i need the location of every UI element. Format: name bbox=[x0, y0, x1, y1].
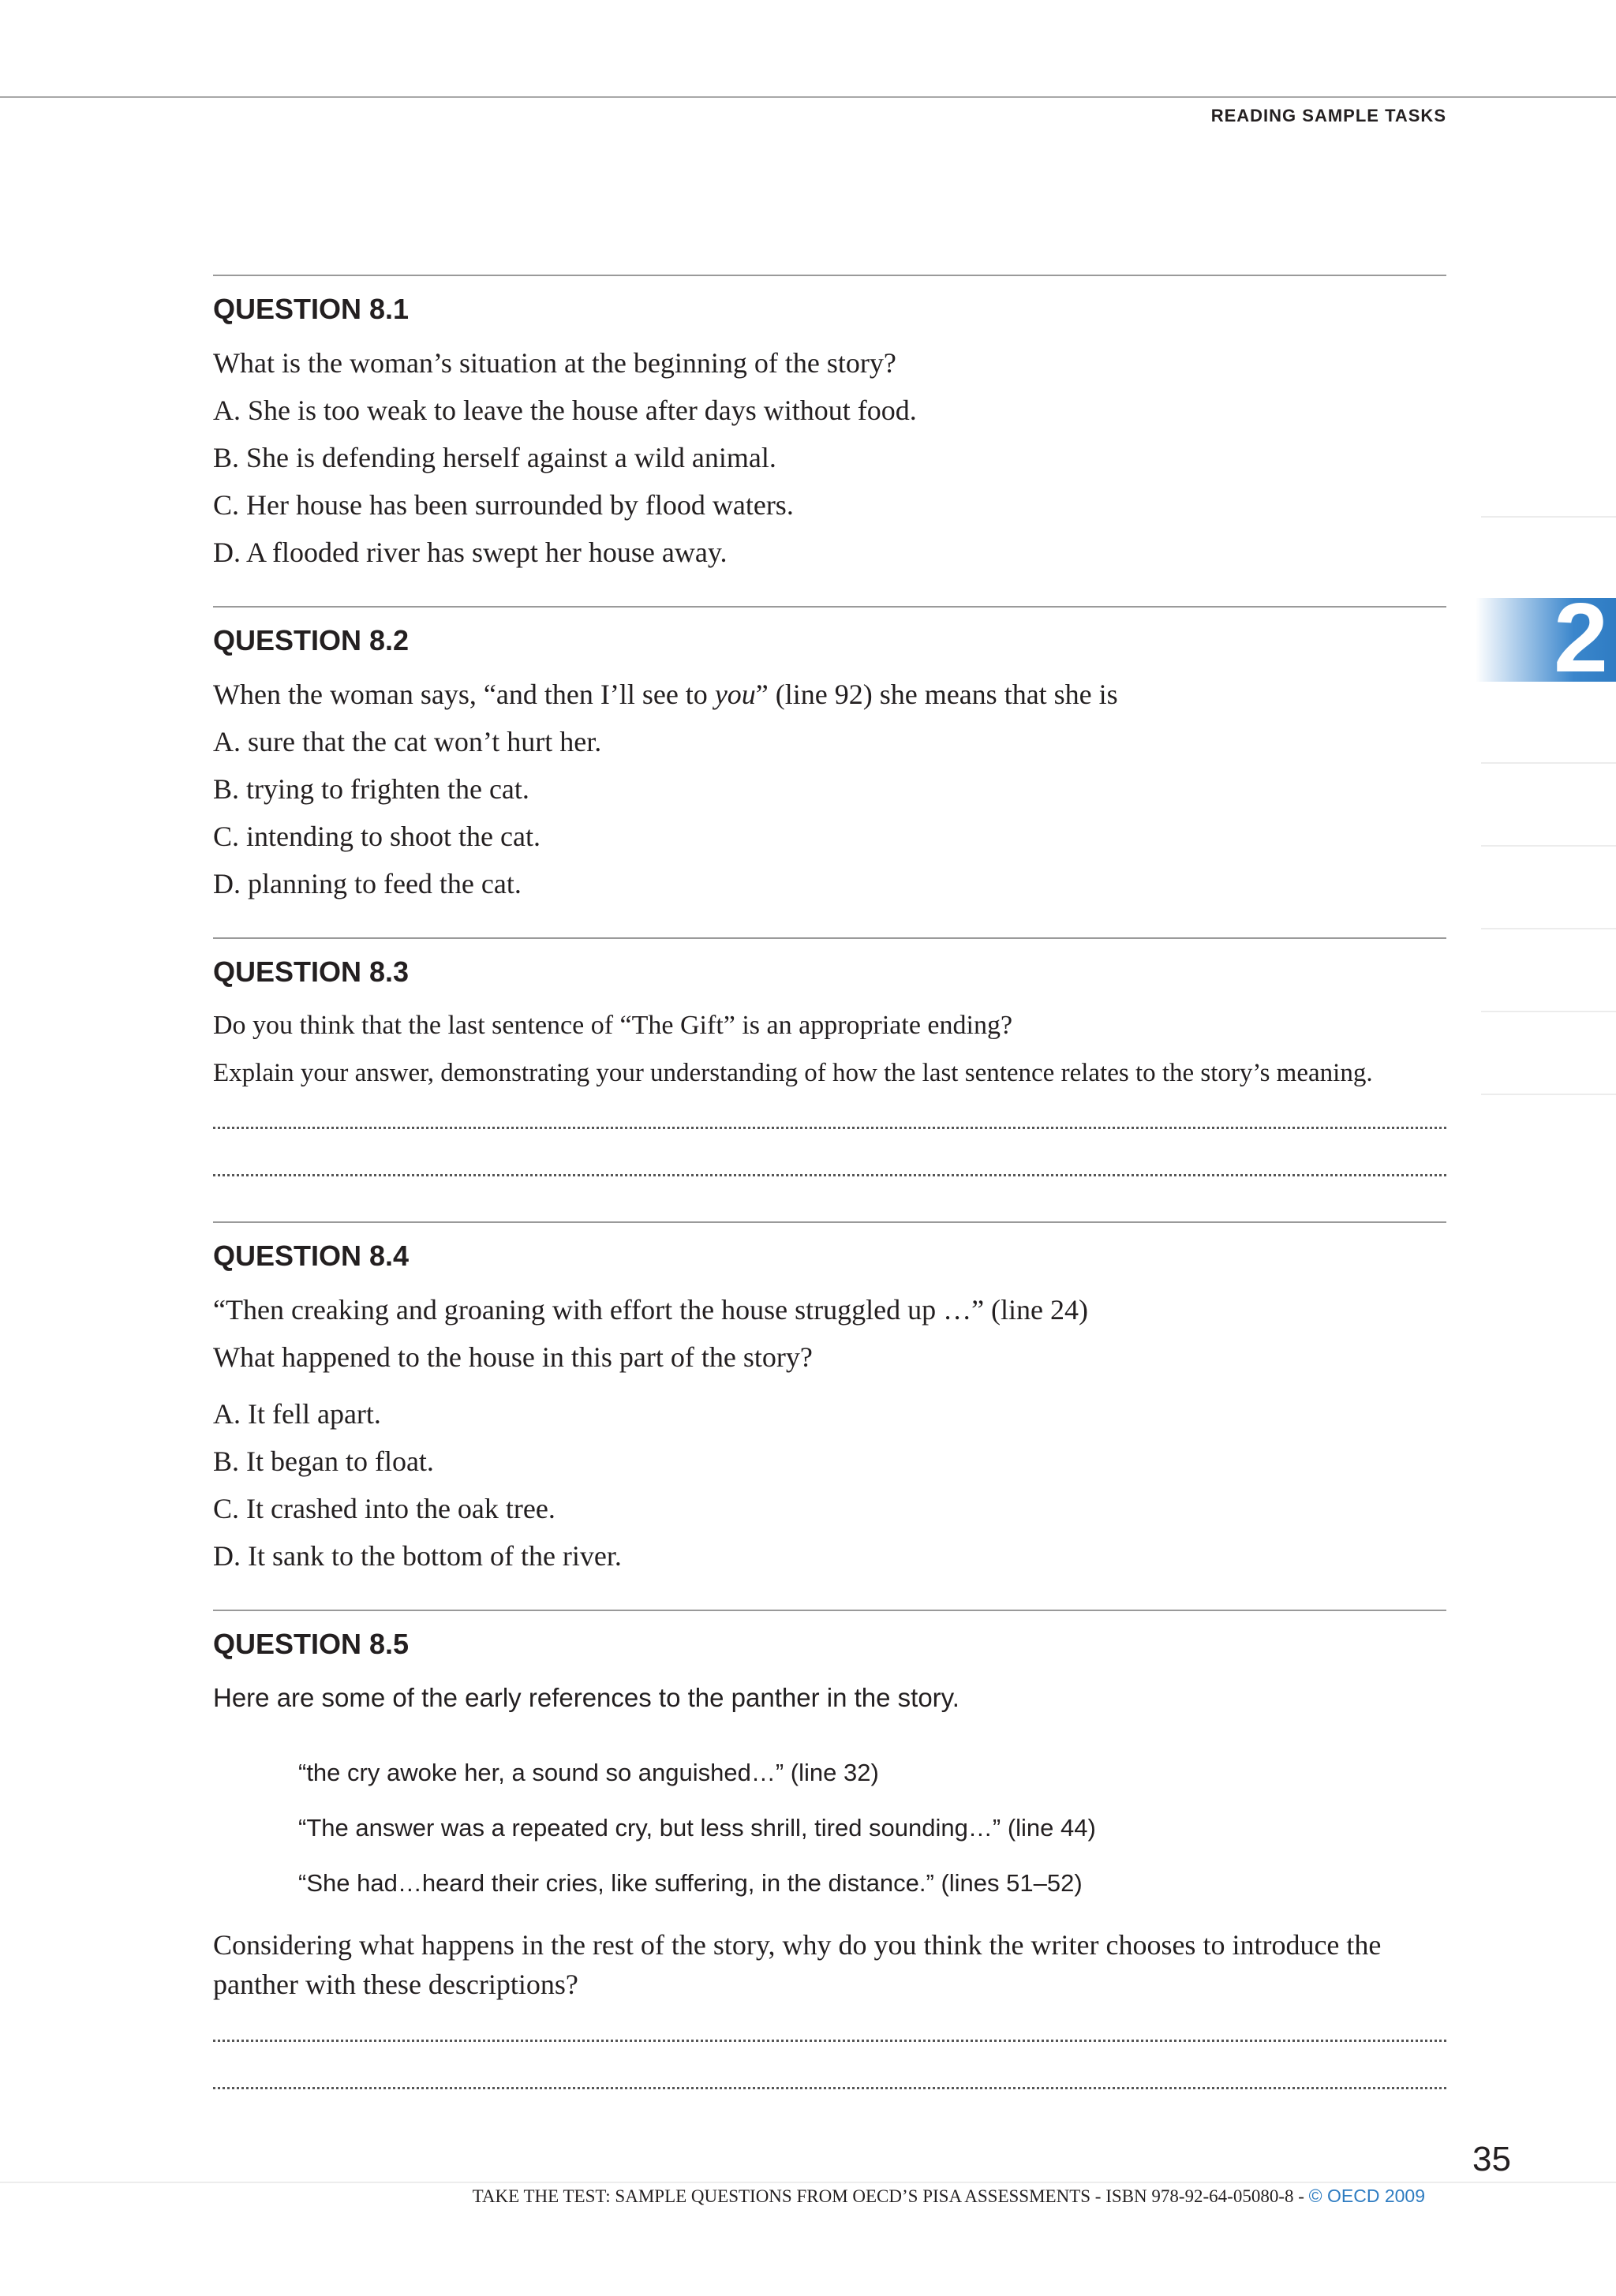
question-8-3 bbox=[213, 937, 1446, 1176]
question-rule bbox=[213, 937, 1446, 939]
question-rule bbox=[213, 275, 1446, 276]
answer-option-c[interactable]: C. intending to shoot the cat. bbox=[213, 821, 541, 852]
answer-line[interactable] bbox=[213, 2087, 1446, 2089]
footer-text: TAKE THE TEST: SAMPLE QUESTIONS FROM OECD’S PISA ASSESSMENTS - ISBN 978-92-64-05080-8 - bbox=[472, 2186, 1309, 2206]
question-stem: Do you think that the last sentence of “The Gift” is an appropriate ending? bbox=[213, 1011, 1013, 1040]
side-line bbox=[1481, 928, 1616, 929]
stem-text: When the woman says, “and then I’ll see to bbox=[213, 679, 715, 710]
question-quote: “Then creaking and groaning with effort the house struggled up …” (line 24) bbox=[213, 1294, 1089, 1326]
answer-option-a[interactable]: A. She is too weak to leave the house after days without food. bbox=[213, 395, 917, 426]
chapter-tab bbox=[1476, 584, 1616, 693]
page-number: 35 bbox=[1472, 2140, 1511, 2178]
question-prompt: Considering what happens in the rest of the story, why do you think the writer chooses to introduce the panther with these descriptions? bbox=[213, 1929, 1382, 2000]
answer-option-b[interactable]: B. trying to frighten the cat. bbox=[213, 773, 529, 805]
answer-line[interactable] bbox=[213, 1174, 1446, 1176]
panther-quote: “She had…heard their cries, like suffering, in the distance.” (lines 51–52) bbox=[298, 1869, 1083, 1897]
question-instruction: Explain your answer, demonstrating your understanding of how the last sentence relates to the story’s meaning. bbox=[213, 1059, 1373, 1087]
question-intro: Here are some of the early references to the panther in the story. bbox=[213, 1683, 960, 1712]
stem-text: ” (line 92) she means that she is bbox=[755, 679, 1118, 710]
chapter-number: 2 bbox=[1554, 584, 1608, 693]
question-title: QUESTION 8.2 bbox=[213, 624, 410, 656]
question-rule bbox=[213, 1610, 1446, 1611]
question-8-5 bbox=[213, 1610, 1446, 2089]
side-line bbox=[1481, 845, 1616, 847]
question-title: QUESTION 8.3 bbox=[213, 955, 410, 988]
footer-rule bbox=[0, 2182, 1616, 2183]
answer-option-d[interactable]: D. It sank to the bottom of the river. bbox=[213, 1540, 622, 1572]
top-rule bbox=[0, 96, 1616, 98]
question-8-1 bbox=[213, 275, 1446, 576]
question-8-4 bbox=[213, 1221, 1446, 1580]
footer-copyright: © OECD 2009 bbox=[1308, 2186, 1425, 2206]
answer-option-b[interactable]: B. She is defending herself against a wild animal. bbox=[213, 442, 776, 473]
question-title: QUESTION 8.1 bbox=[213, 293, 410, 325]
answer-option-c[interactable]: C. Her house has been surrounded by flood waters. bbox=[213, 489, 794, 521]
question-stem bbox=[213, 671, 1446, 718]
side-line bbox=[1481, 762, 1616, 764]
running-head: READING SAMPLE TASKS bbox=[1210, 106, 1446, 125]
side-line bbox=[1481, 1094, 1616, 1095]
question-stem: What is the woman’s situation at the beginning of the story? bbox=[213, 347, 896, 379]
side-line bbox=[1481, 1011, 1616, 1012]
answer-option-a[interactable]: A. sure that the cat won’t hurt her. bbox=[213, 726, 602, 757]
answer-option-a[interactable]: A. It fell apart. bbox=[213, 1398, 381, 1430]
question-rule bbox=[213, 1221, 1446, 1223]
answer-option-b[interactable]: B. It began to float. bbox=[213, 1445, 434, 1477]
question-8-2 bbox=[213, 606, 1446, 907]
footer bbox=[473, 2186, 1425, 2207]
panther-quote: “the cry awoke her, a sound so anguished…” (line 32) bbox=[298, 1759, 879, 1786]
answer-option-c[interactable]: C. It crashed into the oak tree. bbox=[213, 1493, 556, 1524]
stem-emphasis: you bbox=[714, 679, 756, 710]
answer-option-d[interactable]: D. A flooded river has swept her house away. bbox=[213, 537, 728, 568]
question-rule bbox=[213, 606, 1446, 608]
question-title: QUESTION 8.5 bbox=[213, 1628, 410, 1660]
side-line bbox=[1481, 516, 1616, 518]
question-stem: What happened to the house in this part of the story? bbox=[213, 1341, 813, 1373]
question-title: QUESTION 8.4 bbox=[213, 1240, 410, 1272]
panther-quote: “The answer was a repeated cry, but less shrill, tired sounding…” (line 44) bbox=[298, 1814, 1096, 1842]
answer-option-d[interactable]: D. planning to feed the cat. bbox=[213, 868, 522, 899]
